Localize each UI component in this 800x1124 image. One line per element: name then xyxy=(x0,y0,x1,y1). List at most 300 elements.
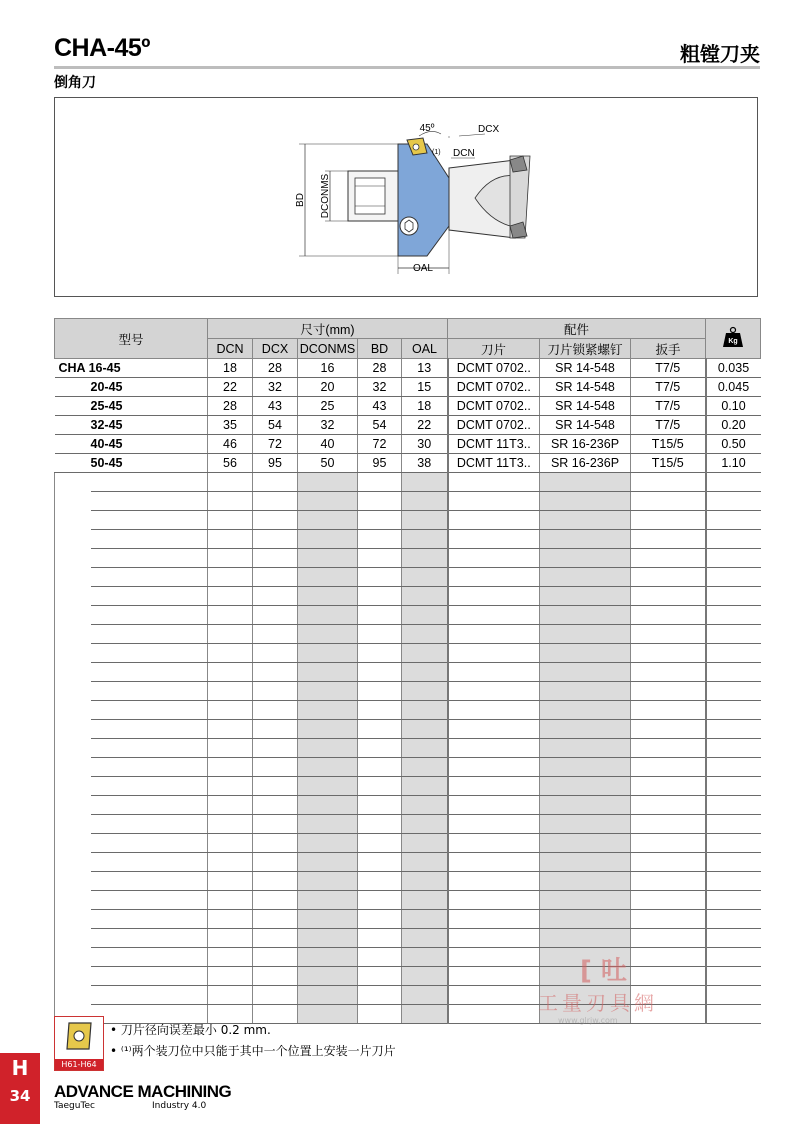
cell-wrench: T15/5 xyxy=(631,435,706,454)
cell-bd: 95 xyxy=(358,454,402,473)
empty-cell xyxy=(706,739,761,758)
empty-cell xyxy=(631,701,706,720)
dcx-label: DCX xyxy=(478,124,500,135)
cell-dcn: 28 xyxy=(208,397,253,416)
empty-cell xyxy=(253,796,298,815)
empty-cell xyxy=(706,568,761,587)
empty-cell xyxy=(253,967,298,986)
empty-cell xyxy=(540,853,631,872)
table-row xyxy=(55,359,761,378)
spec-table xyxy=(54,318,761,1024)
empty-cell xyxy=(448,796,540,815)
cell-weight: 0.20 xyxy=(706,416,761,435)
cell-bd: 28 xyxy=(358,359,402,378)
empty-model-cell xyxy=(55,910,208,929)
empty-cell xyxy=(631,853,706,872)
empty-model-cell xyxy=(55,606,208,625)
empty-cell xyxy=(253,606,298,625)
empty-cell xyxy=(631,796,706,815)
empty-cell xyxy=(706,777,761,796)
empty-cell xyxy=(631,644,706,663)
empty-cell xyxy=(631,587,706,606)
empty-cell xyxy=(402,815,448,834)
empty-cell xyxy=(448,511,540,530)
empty-cell xyxy=(448,701,540,720)
page-number: 34 xyxy=(9,1087,31,1105)
empty-model-cell xyxy=(55,929,208,948)
empty-cell xyxy=(402,587,448,606)
empty-cell xyxy=(540,910,631,929)
cell-oal: 30 xyxy=(402,435,448,454)
empty-cell xyxy=(706,511,761,530)
empty-cell xyxy=(358,891,402,910)
empty-cell xyxy=(540,625,631,644)
empty-row xyxy=(55,815,761,834)
empty-cell xyxy=(358,587,402,606)
cell-insert: DCMT 0702.. xyxy=(448,359,540,378)
empty-cell xyxy=(706,853,761,872)
cell-wrench: T7/5 xyxy=(631,397,706,416)
col-parts-header: 配件 xyxy=(448,319,706,339)
empty-cell xyxy=(706,1005,761,1024)
cell-oal: 38 xyxy=(402,454,448,473)
empty-cell xyxy=(706,663,761,682)
empty-cell xyxy=(540,872,631,891)
empty-cell xyxy=(298,834,358,853)
empty-cell xyxy=(208,758,253,777)
empty-cell xyxy=(540,701,631,720)
row-model: 20-45 xyxy=(55,378,208,397)
cell-dcx: 43 xyxy=(253,397,298,416)
empty-cell xyxy=(402,910,448,929)
col-weight-header xyxy=(706,319,761,359)
empty-cell xyxy=(540,834,631,853)
empty-cell xyxy=(358,777,402,796)
empty-row xyxy=(55,910,761,929)
empty-cell xyxy=(706,758,761,777)
empty-cell xyxy=(448,815,540,834)
brand-tagline: Industry 4.0 xyxy=(152,1101,207,1111)
empty-cell xyxy=(706,815,761,834)
empty-model-cell xyxy=(55,853,208,872)
empty-cell xyxy=(358,853,402,872)
empty-cell xyxy=(402,568,448,587)
empty-cell xyxy=(298,530,358,549)
empty-cell xyxy=(706,929,761,948)
empty-cell xyxy=(448,549,540,568)
cell-screw: SR 16-236P xyxy=(540,454,631,473)
brand-company: TaeguTec xyxy=(54,1101,95,1111)
cell-insert: DCMT 11T3.. xyxy=(448,454,540,473)
empty-cell xyxy=(208,853,253,872)
empty-cell xyxy=(631,758,706,777)
note-2: • ⁽¹⁾两个装刀位中只能于其中一个位置上安装一片刀片 xyxy=(110,1044,396,1058)
empty-cell xyxy=(298,549,358,568)
empty-cell xyxy=(298,663,358,682)
empty-cell xyxy=(402,701,448,720)
empty-cell xyxy=(208,910,253,929)
empty-row xyxy=(55,701,761,720)
empty-cell xyxy=(208,929,253,948)
empty-cell xyxy=(448,682,540,701)
cell-dcx: 54 xyxy=(253,416,298,435)
empty-cell xyxy=(402,473,448,492)
empty-cell xyxy=(448,967,540,986)
empty-cell xyxy=(208,986,253,1005)
empty-cell xyxy=(540,511,631,530)
empty-cell xyxy=(208,473,253,492)
cell-weight: 0.045 xyxy=(706,378,761,397)
empty-cell xyxy=(298,625,358,644)
insert-reference-icon xyxy=(54,1016,104,1071)
row-model: 25-45 xyxy=(55,397,208,416)
watermark: [ 吐 工量刃具網 www.glrjw.com xyxy=(538,956,658,1025)
cell-dcx: 72 xyxy=(253,435,298,454)
empty-model-cell xyxy=(55,872,208,891)
empty-cell xyxy=(631,777,706,796)
empty-row xyxy=(55,587,761,606)
empty-cell xyxy=(706,492,761,511)
title-divider xyxy=(54,66,760,69)
empty-cell xyxy=(402,549,448,568)
empty-cell xyxy=(448,853,540,872)
empty-cell xyxy=(448,492,540,511)
empty-cell xyxy=(402,606,448,625)
empty-model-cell xyxy=(55,549,208,568)
empty-cell xyxy=(706,530,761,549)
row-model: 40-45 xyxy=(55,435,208,454)
empty-cell xyxy=(253,587,298,606)
empty-cell xyxy=(706,701,761,720)
cell-dconms: 20 xyxy=(298,378,358,397)
empty-cell xyxy=(208,701,253,720)
row-model: 50-45 xyxy=(55,454,208,473)
empty-row xyxy=(55,606,761,625)
empty-cell xyxy=(631,720,706,739)
empty-cell xyxy=(358,473,402,492)
empty-cell xyxy=(298,986,358,1005)
empty-cell xyxy=(298,796,358,815)
empty-cell xyxy=(402,511,448,530)
empty-cell xyxy=(298,948,358,967)
empty-cell xyxy=(402,948,448,967)
empty-cell xyxy=(402,967,448,986)
table-row xyxy=(55,454,761,473)
empty-cell xyxy=(706,948,761,967)
empty-cell xyxy=(358,492,402,511)
empty-cell xyxy=(253,910,298,929)
empty-cell xyxy=(540,720,631,739)
empty-cell xyxy=(706,891,761,910)
empty-cell xyxy=(706,549,761,568)
empty-model-cell xyxy=(55,891,208,910)
section-tab xyxy=(0,1053,40,1124)
empty-cell xyxy=(540,549,631,568)
empty-cell xyxy=(631,834,706,853)
empty-cell xyxy=(208,682,253,701)
cell-oal: 18 xyxy=(402,397,448,416)
empty-cell xyxy=(208,587,253,606)
empty-cell xyxy=(358,986,402,1005)
empty-cell xyxy=(706,473,761,492)
empty-row xyxy=(55,758,761,777)
empty-cell xyxy=(631,473,706,492)
empty-cell xyxy=(540,777,631,796)
empty-model-cell xyxy=(55,777,208,796)
empty-cell xyxy=(298,511,358,530)
empty-model-cell xyxy=(55,682,208,701)
empty-cell xyxy=(448,758,540,777)
empty-cell xyxy=(358,967,402,986)
page-title: CHA-45º xyxy=(54,34,150,62)
cell-dcn: 46 xyxy=(208,435,253,454)
empty-cell xyxy=(358,834,402,853)
empty-cell xyxy=(358,720,402,739)
cell-dcn: 22 xyxy=(208,378,253,397)
empty-cell xyxy=(631,910,706,929)
cell-weight: 1.10 xyxy=(706,454,761,473)
empty-model-cell xyxy=(55,720,208,739)
cell-wrench: T7/5 xyxy=(631,416,706,435)
empty-cell xyxy=(208,815,253,834)
empty-cell xyxy=(540,663,631,682)
cell-insert: DCMT 0702.. xyxy=(448,416,540,435)
empty-cell xyxy=(402,530,448,549)
empty-cell xyxy=(208,549,253,568)
empty-cell xyxy=(298,872,358,891)
empty-cell xyxy=(298,492,358,511)
col-dcn: DCN xyxy=(208,339,253,359)
empty-cell xyxy=(358,815,402,834)
empty-cell xyxy=(208,967,253,986)
empty-cell xyxy=(540,473,631,492)
empty-cell xyxy=(631,530,706,549)
empty-cell xyxy=(208,606,253,625)
empty-cell xyxy=(208,511,253,530)
empty-model-cell xyxy=(55,986,208,1005)
empty-cell xyxy=(448,872,540,891)
empty-cell xyxy=(253,492,298,511)
empty-cell xyxy=(253,720,298,739)
empty-cell xyxy=(706,834,761,853)
cell-screw: SR 14-548 xyxy=(540,359,631,378)
empty-cell xyxy=(358,625,402,644)
empty-cell xyxy=(208,834,253,853)
empty-cell xyxy=(253,948,298,967)
empty-row xyxy=(55,739,761,758)
cell-dconms: 16 xyxy=(298,359,358,378)
section-letter: H xyxy=(11,1056,29,1080)
empty-model-cell xyxy=(55,815,208,834)
empty-model-cell xyxy=(55,834,208,853)
cell-wrench: T7/5 xyxy=(631,359,706,378)
empty-cell xyxy=(358,910,402,929)
cell-screw: SR 16-236P xyxy=(540,435,631,454)
empty-cell xyxy=(448,948,540,967)
empty-cell xyxy=(298,701,358,720)
cell-dcn: 35 xyxy=(208,416,253,435)
empty-cell xyxy=(253,644,298,663)
col-bd: BD xyxy=(358,339,402,359)
cell-bd: 43 xyxy=(358,397,402,416)
page-subtitle: 倒角刀 xyxy=(54,75,96,91)
empty-cell xyxy=(706,986,761,1005)
empty-cell xyxy=(631,549,706,568)
empty-cell xyxy=(448,663,540,682)
empty-cell xyxy=(402,644,448,663)
empty-cell xyxy=(631,663,706,682)
empty-cell xyxy=(298,568,358,587)
bd-label: BD xyxy=(295,193,306,207)
note-mark-label: (1) xyxy=(432,149,441,156)
empty-cell xyxy=(631,492,706,511)
cell-insert: DCMT 0702.. xyxy=(448,378,540,397)
empty-cell xyxy=(448,739,540,758)
empty-cell xyxy=(402,625,448,644)
empty-cell xyxy=(402,739,448,758)
empty-cell xyxy=(298,682,358,701)
empty-cell xyxy=(253,473,298,492)
empty-cell xyxy=(253,758,298,777)
empty-cell xyxy=(298,853,358,872)
empty-cell xyxy=(631,606,706,625)
empty-cell xyxy=(540,587,631,606)
empty-cell xyxy=(253,777,298,796)
col-wrench: 扳手 xyxy=(631,339,706,359)
empty-row xyxy=(55,796,761,815)
cell-weight: 0.035 xyxy=(706,359,761,378)
empty-row xyxy=(55,777,761,796)
empty-model-cell xyxy=(55,758,208,777)
cell-dcx: 95 xyxy=(253,454,298,473)
svg-text:Kg: Kg xyxy=(728,338,738,345)
table-row xyxy=(55,435,761,454)
empty-cell xyxy=(448,720,540,739)
empty-cell xyxy=(540,815,631,834)
table-row xyxy=(55,416,761,435)
empty-cell xyxy=(706,606,761,625)
empty-model-cell xyxy=(55,568,208,587)
empty-cell xyxy=(540,682,631,701)
empty-cell xyxy=(298,891,358,910)
empty-cell xyxy=(706,644,761,663)
empty-model-cell xyxy=(55,511,208,530)
cell-screw: SR 14-548 xyxy=(540,378,631,397)
empty-row xyxy=(55,625,761,644)
empty-cell xyxy=(706,587,761,606)
empty-cell xyxy=(358,758,402,777)
empty-cell xyxy=(208,492,253,511)
empty-row xyxy=(55,644,761,663)
empty-cell xyxy=(208,720,253,739)
empty-cell xyxy=(208,948,253,967)
empty-cell xyxy=(298,929,358,948)
empty-cell xyxy=(448,910,540,929)
cell-bd: 32 xyxy=(358,378,402,397)
empty-row xyxy=(55,682,761,701)
empty-cell xyxy=(358,929,402,948)
empty-model-cell xyxy=(55,473,208,492)
empty-cell xyxy=(298,644,358,663)
empty-cell xyxy=(253,568,298,587)
empty-cell xyxy=(402,853,448,872)
dcn-label: DCN xyxy=(453,148,475,159)
empty-cell xyxy=(402,758,448,777)
cell-bd: 72 xyxy=(358,435,402,454)
empty-cell xyxy=(358,530,402,549)
cell-screw: SR 14-548 xyxy=(540,397,631,416)
cell-dconms: 25 xyxy=(298,397,358,416)
empty-cell xyxy=(358,739,402,758)
empty-model-cell xyxy=(55,492,208,511)
empty-cell xyxy=(402,720,448,739)
col-screw: 刀片锁紧螺钉 xyxy=(540,339,631,359)
empty-row xyxy=(55,929,761,948)
empty-cell xyxy=(448,777,540,796)
empty-cell xyxy=(402,929,448,948)
empty-cell xyxy=(208,872,253,891)
empty-cell xyxy=(706,682,761,701)
cell-screw: SR 14-548 xyxy=(540,416,631,435)
empty-cell xyxy=(540,929,631,948)
category-title: 粗镗刀夹 xyxy=(680,42,760,66)
empty-cell xyxy=(540,644,631,663)
col-model-header: 型号 xyxy=(55,319,208,359)
empty-model-cell xyxy=(55,587,208,606)
empty-model-cell xyxy=(55,530,208,549)
empty-cell xyxy=(448,625,540,644)
chamfer-tool-diagram xyxy=(55,98,759,298)
cell-dconms: 50 xyxy=(298,454,358,473)
empty-cell xyxy=(298,739,358,758)
empty-cell xyxy=(358,948,402,967)
empty-cell xyxy=(358,872,402,891)
empty-cell xyxy=(631,682,706,701)
empty-cell xyxy=(298,815,358,834)
empty-cell xyxy=(631,568,706,587)
insert-shape-icon xyxy=(55,1017,103,1057)
empty-cell xyxy=(448,929,540,948)
empty-cell xyxy=(540,739,631,758)
empty-cell xyxy=(253,549,298,568)
cell-dcx: 28 xyxy=(253,359,298,378)
empty-cell xyxy=(631,739,706,758)
cell-wrench: T15/5 xyxy=(631,454,706,473)
empty-cell xyxy=(208,530,253,549)
note-1: • 刀片径向误差最小 0.2 mm. xyxy=(110,1023,271,1037)
empty-cell xyxy=(253,872,298,891)
empty-cell xyxy=(540,568,631,587)
empty-cell xyxy=(253,701,298,720)
empty-cell xyxy=(402,1005,448,1024)
empty-model-cell xyxy=(55,796,208,815)
empty-cell xyxy=(402,872,448,891)
empty-model-cell xyxy=(55,967,208,986)
row-model: 32-45 xyxy=(55,416,208,435)
empty-cell xyxy=(253,530,298,549)
empty-cell xyxy=(253,682,298,701)
empty-cell xyxy=(358,701,402,720)
empty-cell xyxy=(448,891,540,910)
empty-cell xyxy=(448,606,540,625)
empty-cell xyxy=(631,891,706,910)
empty-cell xyxy=(706,872,761,891)
empty-cell xyxy=(540,530,631,549)
cell-dconms: 40 xyxy=(298,435,358,454)
empty-cell xyxy=(358,682,402,701)
empty-cell xyxy=(448,1005,540,1024)
empty-cell xyxy=(358,644,402,663)
